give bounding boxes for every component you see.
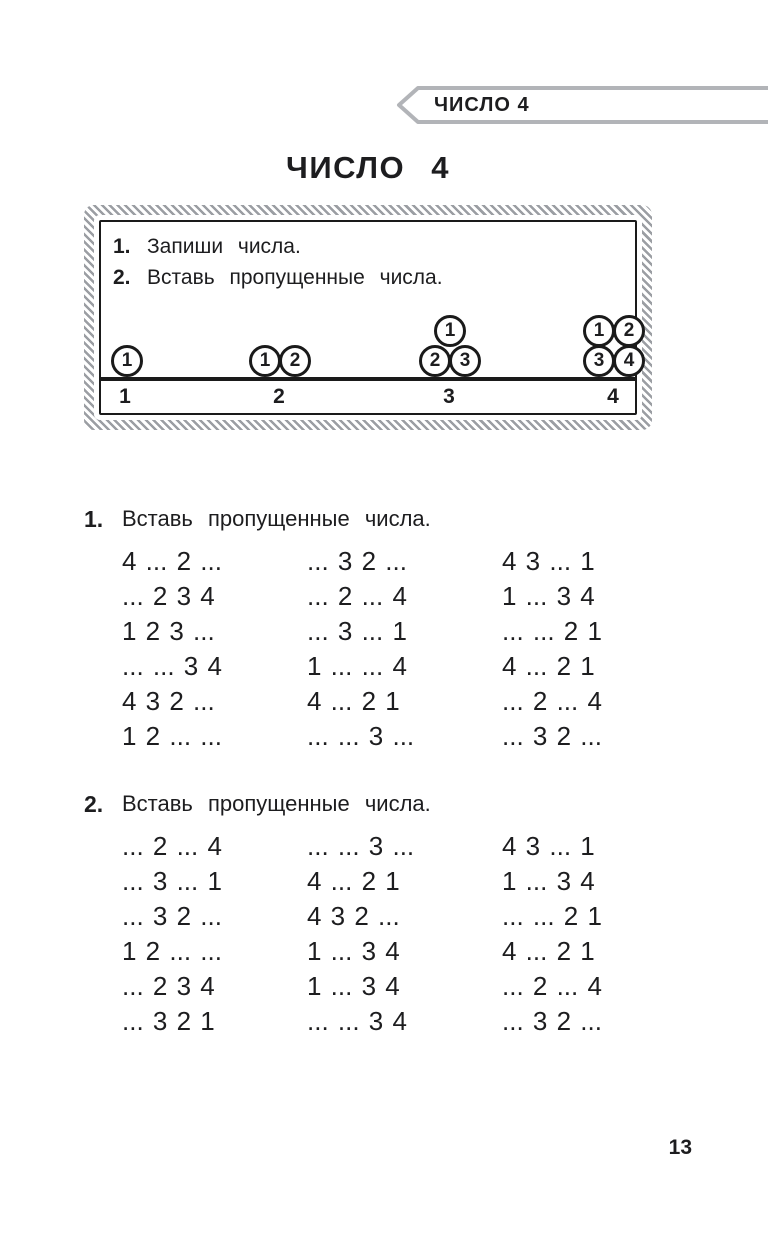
- number-line-tick-3: 3: [443, 385, 455, 408]
- sequence-cell: 1 ... ... 4: [307, 651, 407, 681]
- instruction-1-number: 1.: [113, 235, 131, 258]
- sequence-cell: 4 3 ... 1: [502, 831, 595, 861]
- sequence-cell: 1 2 ... ...: [122, 721, 222, 751]
- sequence-cell: ... 3 2 ...: [502, 721, 602, 751]
- counter-circle: 2: [279, 345, 311, 377]
- sequence-cell: ... 2 ... 4: [122, 831, 222, 861]
- sequence-cell: 4 ... 2 ...: [122, 546, 222, 576]
- sequence-cell: 1 ... 3 4: [502, 866, 595, 896]
- exercise-1-grid: [122, 544, 682, 754]
- sequence-cell: 1 ... 3 4: [307, 936, 400, 966]
- exercise-2-header: [84, 791, 431, 818]
- chapter-tab-label: ЧИСЛО 4: [434, 93, 530, 116]
- sequence-cell: 4 ... 2 1: [307, 686, 400, 716]
- sequence-cell: ... 3 ... 1: [122, 866, 222, 896]
- page-title: ЧИСЛО 4: [286, 150, 450, 185]
- sequence-cell: ... ... 3 4: [307, 1006, 407, 1036]
- sequence-cell: ... 2 ... 4: [307, 581, 407, 611]
- counter-circle: 1: [434, 315, 466, 347]
- sequence-cell: ... 3 2 ...: [307, 546, 407, 576]
- counter-circle: 2: [419, 345, 451, 377]
- sequence-cell: ... ... 3 ...: [307, 721, 415, 751]
- counter-circle: 1: [583, 315, 615, 347]
- chapter-tab: [392, 84, 768, 126]
- exercise-1-number: 1.: [84, 506, 104, 532]
- counter-circle: 1: [111, 345, 143, 377]
- exercise-1-header: [84, 506, 431, 533]
- sequence-cell: ... 3 2 ...: [122, 901, 222, 931]
- sequence-cell: ... 3 2 ...: [502, 1006, 602, 1036]
- sequence-cell: 1 2 ... ...: [122, 936, 222, 966]
- page-number: 13: [668, 1136, 692, 1159]
- instruction-2-text: Вставь пропущенные числа.: [147, 266, 443, 289]
- instruction-2-number: 2.: [113, 266, 131, 289]
- exercise-2-title: Вставь пропущенные числа.: [122, 791, 431, 816]
- sequence-cell: 1 ... 3 4: [502, 581, 595, 611]
- counter-circle: 1: [249, 345, 281, 377]
- sequence-cell: 4 ... 2 1: [307, 866, 400, 896]
- sequence-cell: 4 ... 2 1: [502, 651, 595, 681]
- frame-inner: [99, 220, 637, 415]
- sequence-cell: ... 3 ... 1: [307, 616, 407, 646]
- hatched-frame: [84, 205, 652, 430]
- sequence-cell: ... 2 3 4: [122, 971, 215, 1001]
- sequence-cell: ... 2 ... 4: [502, 686, 602, 716]
- counter-circle: 3: [449, 345, 481, 377]
- sequence-cell: ... ... 3 ...: [307, 831, 415, 861]
- exercise-2-number: 2.: [84, 791, 104, 817]
- number-line-axis: [99, 377, 637, 381]
- sequence-cell: 4 3 ... 1: [502, 546, 595, 576]
- number-line-tick-1: 1: [119, 385, 131, 408]
- exercise-1-title: Вставь пропущенные числа.: [122, 506, 431, 531]
- circle-group-1: [111, 345, 143, 377]
- sequence-cell: 4 3 2 ...: [307, 901, 400, 931]
- exercise-2-grid: [122, 829, 682, 1039]
- counter-circle: 3: [583, 345, 615, 377]
- sequence-cell: ... 3 2 1: [122, 1006, 215, 1036]
- number-line-tick-4: 4: [607, 385, 619, 408]
- sequence-cell: 4 3 2 ...: [122, 686, 215, 716]
- circle-group-3: [419, 315, 481, 377]
- sequence-cell: ... ... 2 1: [502, 616, 602, 646]
- sequence-cell: ... ... 2 1: [502, 901, 602, 931]
- sequence-cell: ... ... 3 4: [122, 651, 222, 681]
- instruction-1: [113, 235, 623, 259]
- number-line: [111, 295, 635, 409]
- sequence-cell: ... 2 3 4: [122, 581, 215, 611]
- sequence-cell: 4 ... 2 1: [502, 936, 595, 966]
- sequence-cell: 1 ... 3 4: [307, 971, 400, 1001]
- sequence-cell: ... 2 ... 4: [502, 971, 602, 1001]
- number-line-tick-2: 2: [273, 385, 285, 408]
- counter-circle: 4: [613, 345, 645, 377]
- counter-circle: 2: [613, 315, 645, 347]
- circle-group-2: [249, 345, 311, 377]
- instruction-2: [113, 266, 623, 290]
- sequence-cell: 1 2 3 ...: [122, 616, 215, 646]
- circle-group-4: [583, 315, 645, 377]
- instruction-1-text: Запиши числа.: [147, 235, 301, 258]
